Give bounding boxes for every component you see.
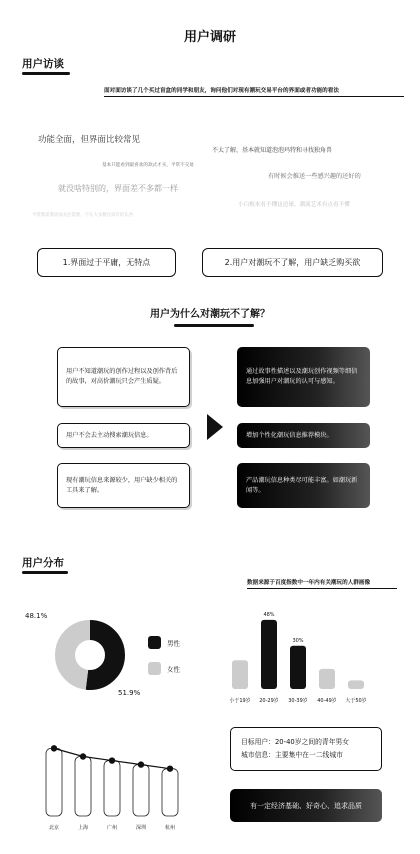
solution-1-text: 通过故事性描述以及潮玩创作视频等细信息加强用户对潮玩的认可与感知。	[246, 368, 358, 385]
city-point-1	[51, 745, 57, 751]
traits-box	[230, 789, 382, 822]
legend-label-1: 男性	[167, 639, 180, 648]
age-bar-4	[319, 669, 335, 689]
age-bar-label-3: 30-39岁	[288, 698, 308, 704]
quote-5: 就没啥特别的，界面差不多都一样	[58, 184, 178, 193]
quote-2: 不太了解，基本就知道泡泡玛特和寻找独角兽	[212, 147, 333, 154]
age-bar-label-2: 20-29岁	[259, 698, 279, 704]
age-bar-5	[348, 680, 364, 689]
city-line-chart	[40, 740, 200, 836]
problem-2	[57, 423, 190, 448]
distribution-title-bar	[22, 571, 68, 574]
interview-title-bar	[22, 72, 70, 75]
legend-swatch-1	[148, 636, 161, 649]
city-info-text: 城市信息：主要集中在一二线城市	[241, 751, 343, 759]
city-label-3: 广州	[106, 825, 118, 831]
solution-1	[237, 347, 370, 407]
donut-label-female: 48.1%	[25, 612, 48, 620]
problem-2-text: 用户不会去主动搜索潮玩信息。	[66, 431, 153, 439]
target-user-text: 目标用户：20-40岁之间的青年男女	[241, 738, 350, 747]
age-bar-label-1: 小于19岁	[229, 698, 251, 704]
age-bar-label-4: 40-49岁	[317, 698, 337, 704]
age-bar-1	[232, 660, 248, 689]
city-column-5	[162, 769, 178, 816]
problem-1-text: 用户不知道潮玩的创作过程以及创作背后的故事，对高价潮玩只会产生质疑。	[66, 368, 178, 385]
solution-2	[237, 423, 370, 448]
age-bar-value-3: 30%	[292, 637, 304, 644]
interview-section-title: 用户访谈	[22, 58, 64, 70]
distribution-source: 数据来源于百度指数中一年内有关潮玩的人群画像	[247, 580, 371, 586]
distribution-section-title: 用户分布	[22, 557, 64, 569]
conclusion-1: 1.界面过于平庸，无特点	[37, 248, 176, 277]
city-label-1: 北京	[48, 825, 60, 831]
interview-lead-underline	[104, 96, 404, 97]
why-title-bar	[174, 324, 254, 327]
solution-2-text: 增加个性化潮玩信息推荐模块。	[246, 431, 333, 439]
quote-6: 小白根本看不懂这边球，潮流艺术有点看不懂	[238, 202, 350, 208]
quote-1: 功能全面，但界面比较常见	[38, 135, 141, 145]
target-info-box	[230, 727, 382, 771]
city-column-4	[133, 765, 149, 816]
gender-donut-chart	[18, 603, 208, 703]
quote-7: 平常都需要添加关注需要，不在大多数应该有的东西	[32, 213, 133, 218]
city-column-1	[46, 748, 62, 816]
interview-lead: 面对面访谈了几个买过盲盒的同学和朋友，询问他们对现有潮玩交易平台的界面或者功能的看法	[104, 88, 339, 94]
city-point-4	[138, 761, 144, 767]
quote-4: 有时候会推送一些感兴趣的还好的	[268, 173, 361, 180]
page-title: 用户调研	[183, 30, 236, 45]
age-bar-chart	[222, 603, 382, 715]
age-bar-label-5: 大于50岁	[345, 698, 367, 704]
age-bar-2	[261, 620, 277, 689]
solution-3	[237, 463, 370, 508]
city-label-5: 杭州	[164, 825, 176, 831]
quote-3: 基本只能看到最喜欢的款式才买，平常不交易	[102, 163, 194, 168]
age-bar-value-2: 48%	[263, 611, 275, 618]
distribution-source-underline	[247, 588, 397, 589]
city-point-5	[167, 765, 173, 771]
traits-text: 有一定经济基础、好奇心、追求品质	[250, 801, 362, 810]
legend-swatch-2	[148, 662, 161, 675]
city-column-3	[104, 761, 120, 816]
problem-3	[57, 463, 190, 508]
problem-1	[57, 347, 190, 407]
city-column-2	[75, 756, 91, 816]
problem-3-text: 现有潮玩信息来源较少，用户缺少相关的工具来了解。	[66, 476, 178, 494]
solution-3-text: 产品潮玩信息种类尽可能丰富。如潮玩新闻等。	[246, 476, 358, 494]
legend-label-2: 女性	[167, 665, 180, 674]
donut-label-male: 51.9%	[118, 689, 141, 697]
city-label-2: 上海	[77, 825, 89, 831]
arrow-right-icon	[207, 414, 223, 440]
age-bar-3	[290, 646, 306, 689]
conclusion-2: 2.用户对潮玩不了解，用户缺乏购买欲	[202, 248, 383, 277]
city-point-3	[109, 757, 115, 763]
city-point-2	[80, 753, 86, 759]
why-title: 用户为什么对潮玩不了解？	[150, 309, 270, 320]
city-label-4: 深圳	[135, 825, 147, 831]
